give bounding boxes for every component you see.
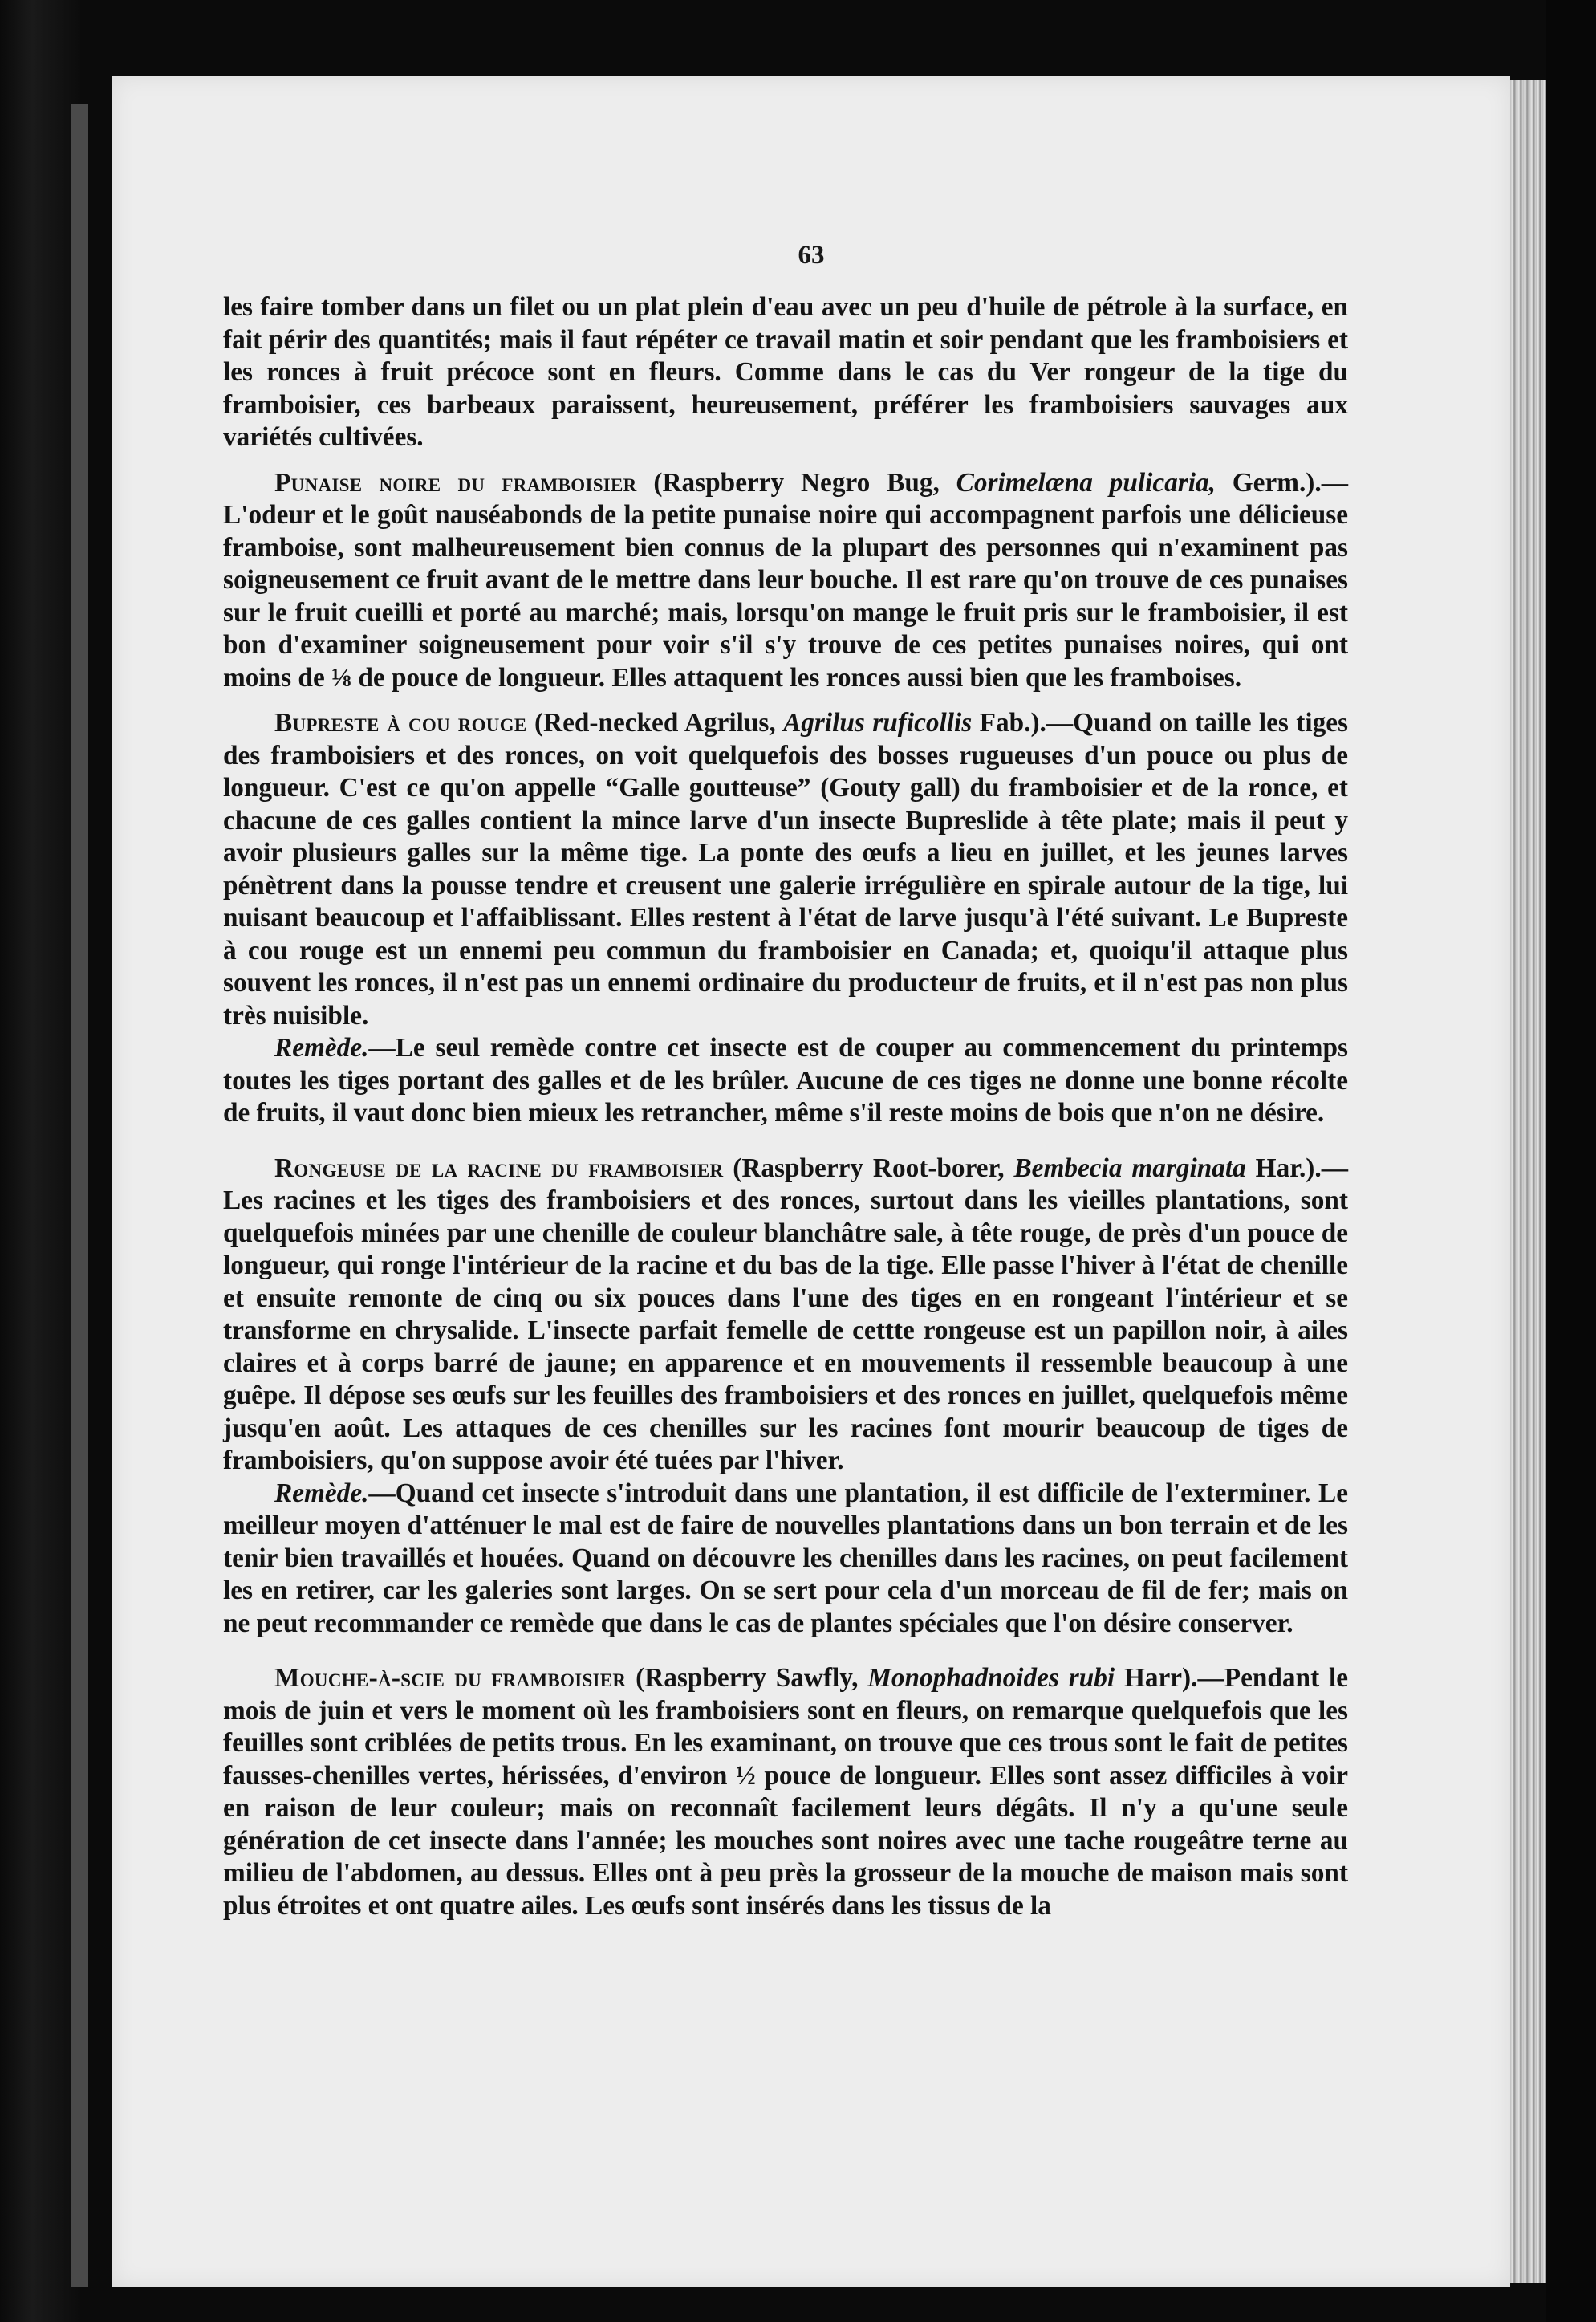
section-raspberry-negro-bug [223,467,1348,695]
adjacent-page-edge [71,104,88,2287]
section-heading: Punaise noire du framboisier [274,467,637,498]
section-heading: Rongeuse de la racine du framboisier [274,1153,724,1183]
section-heading: Bupreste à cou rouge [274,708,527,738]
remedy-text: —Quand cet insecte s'introduit dans une plantation, il est difficile de l'exterminer. Le meilleur moyen d'atténuer le mal est de faire de nouvelles plantations dans un bon terrain et de les tenir bien travaillés et houées. Quand on découvre les chenilles dans les racines, on peut facilement les en retirer, car les galeries sont larges. On se sert pour cela d'un morceau de fil de fer; mais on ne peut recommander ce remède que dans le cas de plantes spéciales que l'on désire conserver. [223,1478,1348,1638]
book-page [112,76,1510,2287]
section-red-necked-agrilus [223,707,1348,1032]
page-body [223,291,1348,1922]
section-raspberry-sawfly [223,1662,1348,1922]
common-name-text: (Red-necked Agrilus, [526,708,784,738]
remedy-text: —Le seul remède contre cet insecte est de couper au commencement du printemps toutes les tiges portant des galles et de les brûler. Aucune de ces tiges ne donne une bonne récolte de fruits, il vaut donc bien mieux les retrancher, même s'il reste moins de bois que n'on ne désire. [223,1033,1348,1128]
remedy-agrilus [223,1032,1348,1130]
remedy-label: Remède. [274,1478,369,1508]
scan-right-margin [1546,0,1596,2322]
scientific-name: Corimelæna pulicaria, [956,467,1216,498]
scientific-name: Agrilus ruficollis [783,708,973,738]
section-text: Har.).—Les racines et les tiges des framboisiers et des ronces, surtout dans les vieilles plantations, sont quelquefois minées par une chenille de couleur blanchâtre sale, à tête rouge, de près d'un pouce de longueur, qui ronge l'intérieur de la racine et du bas de la tige. Elle passe l'hiver à l'état de chenille et ensuite remonte de cinq ou six pouces dans l'une des tiges en en rongeant l'intérieur et se transforme en chrysalide. L'insecte parfait femelle de cettte rongeuse est un papillon noir, à ailes claires et à corps barré de jaune; en apparence et en mouvements il ressemble beaucoup à une guêpe. Il dépose ses œufs sur les feuilles des framboisiers et des ronces en juillet, quelquefois même jusqu'en août. Les attaques de ces chenilles sur les racines font mourir beaucoup de tiges de framboisiers, qu'on suppose avoir été tuées par l'hiver. [223,1153,1348,1475]
common-name-text: (Raspberry Sawfly, [626,1663,868,1693]
page-number: 63 [798,241,825,270]
common-name-text: (Raspberry Negro Bug, [636,467,956,498]
scientific-name: Bembecia marginata [1013,1153,1246,1183]
scientific-name: Monophadnoides rubi [867,1663,1115,1693]
common-name-text: (Raspberry Root-borer, [723,1153,1014,1183]
scan-left-margin [0,0,80,2322]
remedy-root-borer [223,1478,1348,1641]
paragraph-intro: les faire tomber dans un filet ou un plat plein d'eau avec un peu d'huile de pétrole à la surface, en fait périr des quantités; mais il faut répéter ce travail matin et soir pendant que les framboisiers et les ronces à fruit précoce sont en fleurs. Comme dans le cas du Ver rongeur de la tige du framboisier, ces barbeaux paraissent, heureusement, préférer les framboisiers sauvages aux variétés cultivées. [223,292,1348,452]
remedy-label: Remède. [274,1033,369,1063]
section-text: Fab.).—Quand on taille les tiges des framboisiers et des ronces, on voit quelquefois des bosses rugueuses d'un pouce ou plus de longueur. C'est ce qu'on appelle “Galle goutteuse” (Gouty gall) du framboisier et de la ronce, et chacune de ces galles contient la mince larve d'un insecte Bupreslide à tête plate; mais il peut y avoir plusieurs galles sur la même tige. La ponte des œufs a lieu en juillet, et les jeunes larves pénètrent dans la pousse tendre et creusent une galerie irrégulière en spirale autour de la tige, lui nuisant beaucoup et l'affaiblissant. Elles restent à l'état de larve jusqu'à l'été suivant. Le Bupreste à cou rouge est un ennemi peu commun du framboisier en Canada; et, quoiqu'il attaque plus souvent les ronces, il n'est pas un ennemi ordinaire du producteur de fruits, et il n'est pas non plus très nuisible. [223,708,1348,1031]
section-raspberry-root-borer [223,1153,1348,1478]
section-heading: Mouche-à-scie du framboisier [274,1663,627,1693]
page-stack-edge [1510,80,1546,2283]
section-text: Harr).—Pendant le mois de juin et vers le moment où les framboisiers sont en fleurs, on remarque quelquefois que les feuilles sont criblées de petits trous. En les examinant, on trouve que ces trous sont le fait de petites fausses-chenilles vertes, hérissées, d'environ ½ pouce de longueur. Elles sont assez difficiles à voir en raison de leur couleur; mais on reconnaît facilement leurs dégâts. Il n'y a qu'une seule génération de cet insecte dans l'année; les mouches sont noires avec une tache rougeâtre terne au milieu de l'abdomen, au dessus. Elles ont à peu près la grosseur de la mouche de maison mais sont plus étroites et ont quatre ailes. Les œufs sont insérés dans les tissus de la [223,1663,1349,1921]
section-text: Germ.).—L'odeur et le goût nauséabonds de la petite punaise noire qui accompagnent parfois une délicieuse framboise, sont malheureusement bien connus de la plupart des personnes qui n'examinent pas soigneusement ce fruit avant de le mettre dans leur bouche. Il est rare qu'on trouve de ces punaises sur le fruit cueilli et porté au marché; mais, lorsqu'on mange le fruit pris sur le framboisier, il est bon d'examiner soigneusement pour voir s'il s'y trouve de ces petites punaises noires, qui ont moins de ⅛ de pouce de longueur. Elles attaquent les ronces aussi bien que les framboises. [223,467,1348,693]
